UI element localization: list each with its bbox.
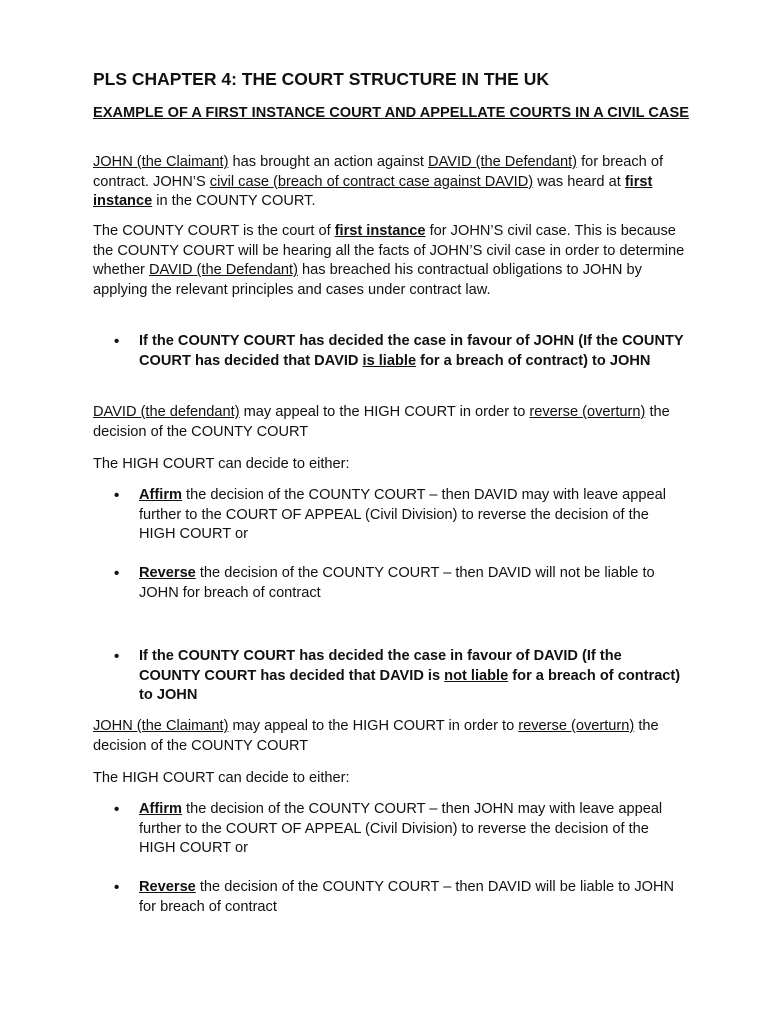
intro-paragraph: JOHN (the Claimant) has brought an action against DAVID (the Defendant) for breach of contract. JOHN’S civil case (breach of contract case against DAVID) was heard at first instance in the COUNTY COURT. xyxy=(93,154,664,210)
david-defendant-term: DAVID (the Defendant) xyxy=(148,262,298,279)
david-appeal-paragraph: DAVID (the defendant) may appeal to the HIGH COURT in order to reverse (overturn) the decision of the COUNTY COURT xyxy=(93,404,670,440)
high-court-decide-heading: The HIGH COURT can decide to either: xyxy=(93,456,350,472)
david-defendant-term: DAVID (the Defendant) xyxy=(428,154,578,170)
first-instance-term: first instance xyxy=(334,223,426,239)
bullet-reverse-2: • Reverse the decision of the COUNTY COURT – then DAVID will be liable to JOHN for breach of contract xyxy=(139,878,684,917)
first-instance-term: first instance xyxy=(93,173,653,210)
bullet-reverse-1: • Reverse the decision of the COUNTY COURT – then DAVID will not be liable to JOHN for breach of contract xyxy=(139,564,684,603)
high-court-decide-heading: The HIGH COURT can decide to either: xyxy=(93,770,350,786)
bullet-affirm-1: • Affirm the decision of the COUNTY COURT – then DAVID may with leave appeal further to the COURT OF APPEAL (Civil Division) to reverse the decision of the HIGH COURT or xyxy=(139,486,684,545)
john-claimant-term: JOHN (the Claimant) xyxy=(93,154,229,170)
bullet-favour-david: • If the COUNTY COURT has decided the case in favour of DAVID (If the COUNTY COURT has decided that DAVID is not liable for a breach of contract) to JOHN xyxy=(139,647,684,706)
section-subtitle: EXAMPLE OF A FIRST INSTANCE COURT AND APPELLATE COURTS IN A CIVIL CASE xyxy=(93,105,689,121)
page-title: PLS CHAPTER 4: THE COURT STRUCTURE IN THE UK xyxy=(93,69,549,89)
bullet-affirm-2: • Affirm the decision of the COUNTY COURT – then JOHN may with leave appeal further to the COURT OF APPEAL (Civil Division) to reverse the decision of the HIGH COURT or xyxy=(139,800,684,859)
county-court-paragraph: The COUNTY COURT is the court of first instance for JOHN’S civil case. This is because the COUNTY COURT will be hearing all the facts of JOHN’S civil case in order to determine whether DAVID (the Defendant) has breached his contractual obligations to JOHN by applying the relevant principles and cases under contract law. xyxy=(93,223,685,298)
civil-case-term: civil case (breach of contract case against DAVID) xyxy=(209,173,534,190)
bullet-favour-john: • If the COUNTY COURT has decided the case in favour of JOHN (If the COUNTY COURT has decided that DAVID is liable for a breach of contract) to JOHN xyxy=(139,332,684,371)
john-appeal-paragraph: JOHN (the Claimant) may appeal to the HIGH COURT in order to reverse (overturn) the decision of the COUNTY COURT xyxy=(93,718,659,754)
